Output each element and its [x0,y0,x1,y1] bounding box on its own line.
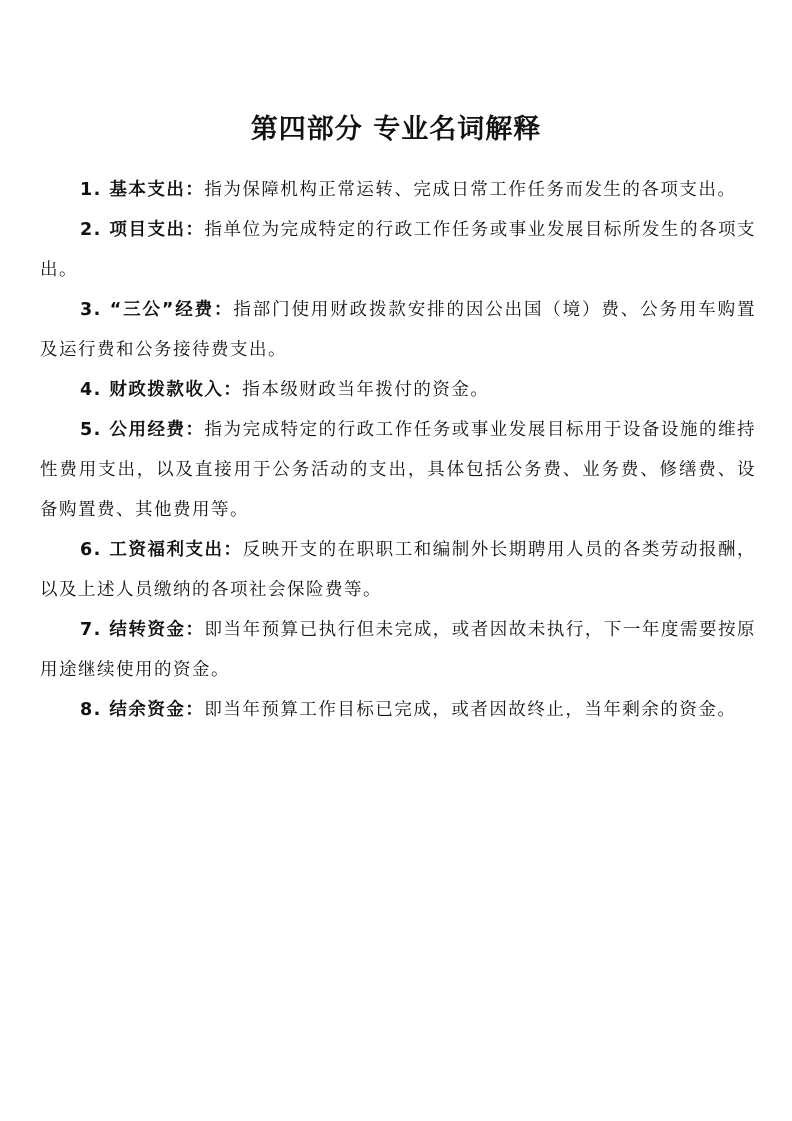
definition-item-wage-welfare-expenditure [40,530,756,610]
definition-item-fiscal-appropriation-income [40,370,756,410]
definition-text: 反映开支的在职职工和编制外长期聘用人员的各类劳动报酬，以及上述人员缴纳的各项社会保险费等。 [40,540,757,600]
definition-text: 指本级财政当年拨付的资金。 [242,380,490,400]
definition-item-carryover-funds [40,610,756,690]
definition-term: 5. 公用经费： [80,420,205,440]
definition-text: 即当年预算已执行但未完成，或者因故未执行，下一年度需要按原用途继续使用的资金。 [40,620,757,680]
definition-term: 1. 基本支出： [80,180,205,200]
definition-term: 3. “三公”经费： [80,300,234,320]
definition-term: 7. 结转资金： [80,620,205,640]
definition-item-surplus-funds [40,690,756,730]
definition-term: 4. 财政拨款收入： [80,380,243,400]
definition-term: 8. 结余资金： [80,700,205,720]
definition-item-project-expenditure [40,210,756,290]
definition-item-public-funds [40,410,756,530]
definition-text: 指部门使用财政拨款安排的因公出国（境）费、公务用车购置及运行费和公务接待费支出。 [40,300,757,360]
page-title: 第四部分 专业名词解释 [250,114,542,145]
definition-text: 即当年预算工作目标已完成，或者因故终止，当年剩余的资金。 [204,700,737,720]
definition-term: 6. 工资福利支出： [80,540,243,560]
definition-item-basic-expenditure [40,170,756,210]
definition-item-three-public-expenses [40,290,756,370]
definition-list [40,170,756,730]
definition-text: 指为完成特定的行政工作任务或事业发展目标用于设备设施的维持性费用支出，以及直接用于公务活动的支出，具体包括公务费、业务费、修缮费、设备购置费、其他费用等。 [40,420,757,520]
definition-text: 指单位为完成特定的行政工作任务或事业发展目标所发生的各项支出。 [40,220,757,280]
definition-text: 指为保障机构正常运转、完成日常工作任务而发生的各项支出。 [204,180,737,200]
definition-term: 2. 项目支出： [80,220,205,240]
